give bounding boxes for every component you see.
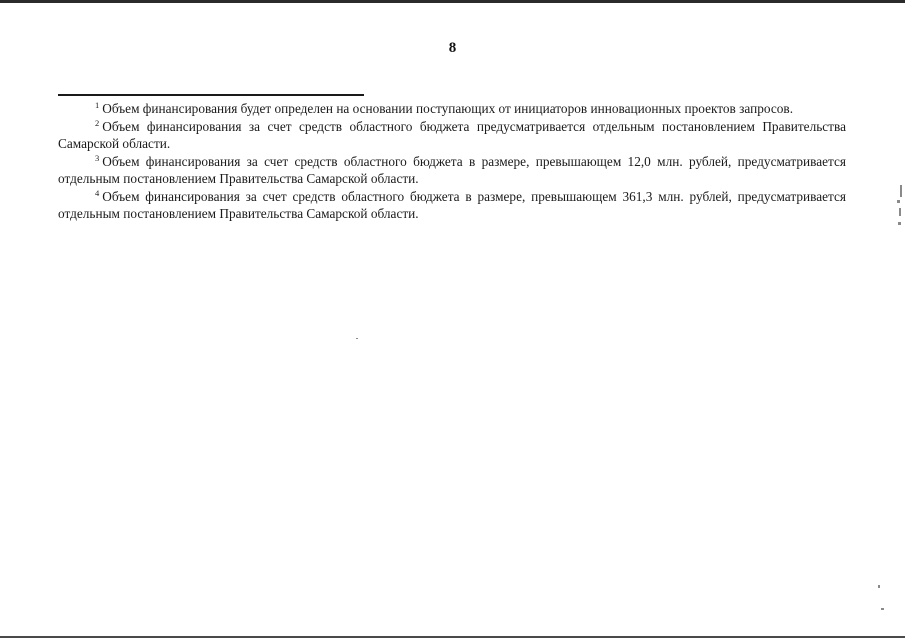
footnote-text: Объем финансирования за счет средств областного бюджета в размере, превышающем 12,0 млн. рублей, предусматривается отдельным постановлением Правительства Самарской области. <box>58 154 846 186</box>
footnote-4 <box>58 188 846 222</box>
scan-speck <box>900 185 902 197</box>
footnote-text: Объем финансирования за счет средств областного бюджета предусматривается отдельным постановлением Правительства Самарской области. <box>58 119 846 151</box>
scan-speck <box>898 222 901 225</box>
footnote-1 <box>58 100 846 117</box>
scan-top-border <box>0 0 905 3</box>
page-number: 8 <box>448 40 457 56</box>
footnote-text: Объем финансирования будет определен на основании поступающих от инициаторов инновационных проектов запросов. <box>102 101 794 116</box>
footnote-marker: 4 <box>95 188 100 198</box>
footnote-marker: 2 <box>95 118 100 128</box>
scan-speck <box>878 585 880 588</box>
footnote-separator <box>58 94 364 96</box>
footnote-marker: 1 <box>95 100 100 110</box>
footnote-text: Объем финансирования за счет средств областного бюджета в размере, превышающем 361,3 млн. рублей, предусматривается отдельным постановлением Правительства Самарской области. <box>58 189 846 221</box>
footnote-3 <box>58 153 846 187</box>
footnote-2 <box>58 118 846 152</box>
footnotes-block <box>58 100 846 223</box>
footnote-marker: 3 <box>95 153 100 163</box>
scan-speck <box>356 338 358 339</box>
scan-speck <box>897 200 900 203</box>
scan-bottom-border <box>0 636 905 638</box>
scan-speck <box>899 208 901 216</box>
scan-speck <box>881 608 884 610</box>
